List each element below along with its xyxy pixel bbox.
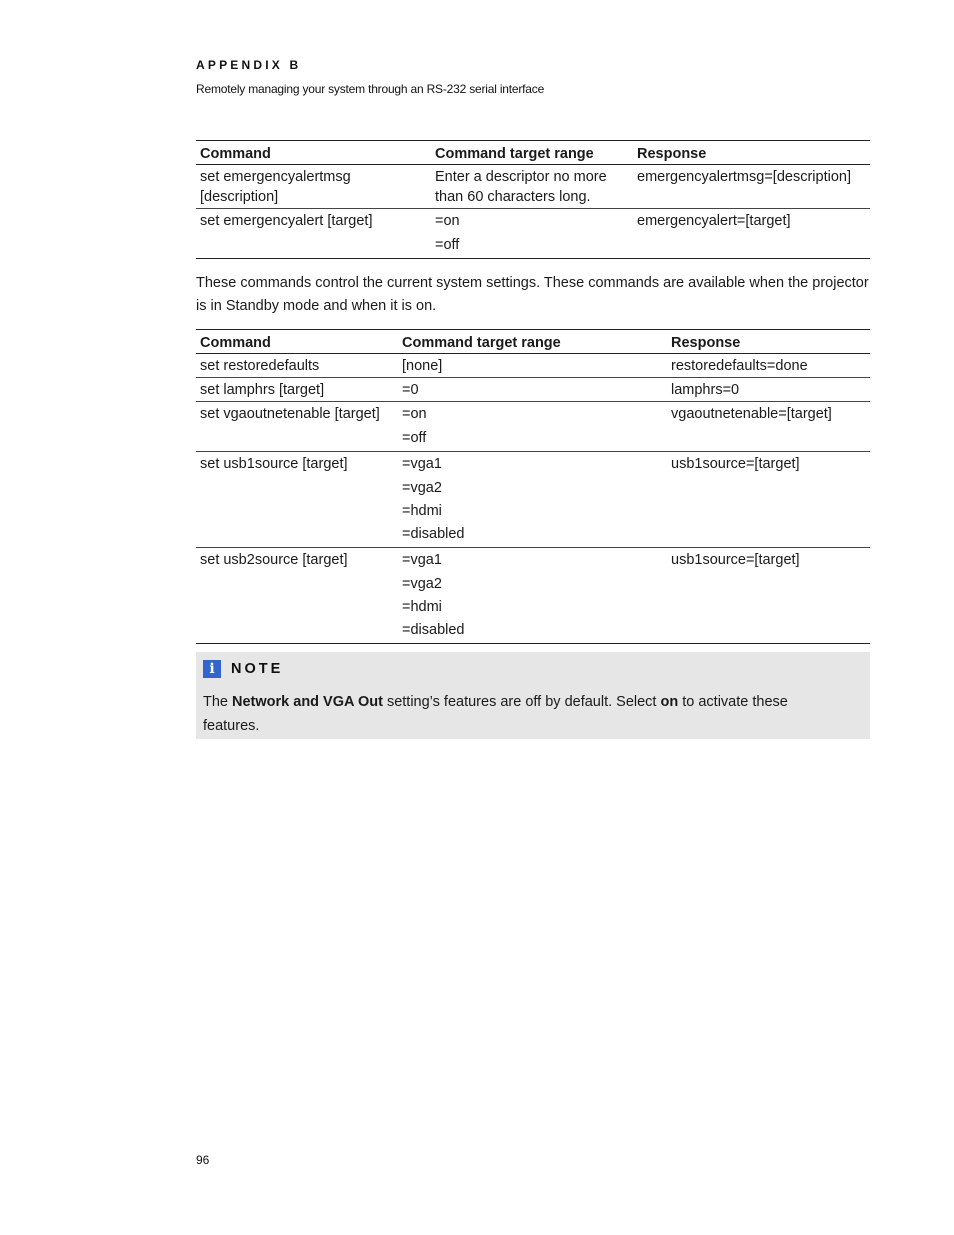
range-value: =disabled bbox=[402, 622, 465, 638]
table-row bbox=[196, 548, 870, 644]
note-header bbox=[203, 660, 283, 678]
table-row bbox=[196, 165, 870, 209]
range-cell bbox=[398, 548, 667, 644]
column-header-response: Response bbox=[667, 330, 870, 354]
range-value: [none] bbox=[402, 358, 443, 374]
command-cell: set emergencyalertmsg [description] bbox=[196, 165, 431, 209]
note-text-part: setting’s features are off by default. Select bbox=[382, 694, 661, 710]
command-cell: set emergencyalert [target] bbox=[196, 209, 431, 259]
response-cell: emergencyalertmsg=[description] bbox=[633, 165, 870, 209]
range-value: =vga1 bbox=[402, 552, 442, 568]
appendix-label: APPENDIX B bbox=[196, 58, 302, 72]
range-cell bbox=[431, 165, 633, 209]
note-emphasis-network-vga-out: Network and VGA Out bbox=[232, 694, 383, 710]
response-cell: lamphrs=0 bbox=[667, 378, 870, 402]
response-cell: emergencyalert=[target] bbox=[633, 209, 870, 259]
range-cell bbox=[398, 354, 667, 378]
command-table-emergency bbox=[196, 140, 870, 259]
range-value: =off bbox=[435, 237, 460, 253]
table-row bbox=[196, 402, 870, 452]
range-value: =0 bbox=[402, 382, 419, 398]
note-emphasis-on: on bbox=[660, 694, 679, 710]
command-table-system-settings bbox=[196, 329, 870, 644]
range-cell bbox=[431, 209, 633, 259]
column-header-response: Response bbox=[633, 141, 870, 165]
column-header-command: Command bbox=[196, 330, 398, 354]
table-header-row bbox=[196, 330, 870, 354]
range-cell bbox=[398, 402, 667, 452]
command-cell: set restoredefaults bbox=[196, 354, 398, 378]
body-paragraph: These commands control the current system settings. These commands are available when the projector is in Standby mode and when it is on. bbox=[196, 275, 869, 314]
response-cell: restoredefaults=done bbox=[667, 354, 870, 378]
column-header-range: Command target range bbox=[398, 330, 667, 354]
command-cell: set lamphrs [target] bbox=[196, 378, 398, 402]
note-title: NOTE bbox=[231, 661, 284, 677]
command-cell: set vgaoutnetenable [target] bbox=[196, 402, 398, 452]
range-value: =hdmi bbox=[402, 599, 442, 615]
range-value: =disabled bbox=[402, 526, 465, 542]
table-row bbox=[196, 209, 870, 259]
range-value: =off bbox=[402, 430, 427, 446]
range-cell bbox=[398, 452, 667, 548]
range-cell bbox=[398, 378, 667, 402]
note-text-part: The bbox=[203, 694, 233, 710]
range-value: =on bbox=[435, 213, 460, 229]
range-value: Enter a descriptor no more than 60 characters long. bbox=[435, 169, 607, 205]
table-row bbox=[196, 378, 870, 402]
note-box bbox=[196, 652, 870, 739]
range-value: =vga1 bbox=[402, 456, 442, 472]
table-row bbox=[196, 354, 870, 378]
range-value: =hdmi bbox=[402, 503, 442, 519]
response-cell: usb1source=[target] bbox=[667, 548, 870, 644]
info-icon: i bbox=[203, 660, 221, 678]
table-row bbox=[196, 452, 870, 548]
note-text-part: to activate these features. bbox=[203, 694, 788, 734]
table-header-row bbox=[196, 141, 870, 165]
page-number: 96 bbox=[196, 1153, 210, 1167]
column-header-range: Command target range bbox=[431, 141, 633, 165]
appendix-subtitle: Remotely managing your system through an RS-232 serial interface bbox=[196, 82, 545, 96]
range-value: =on bbox=[402, 406, 427, 422]
command-cell: set usb2source [target] bbox=[196, 548, 398, 644]
range-value: =vga2 bbox=[402, 480, 442, 496]
column-header-command: Command bbox=[196, 141, 431, 165]
response-cell: usb1source=[target] bbox=[667, 452, 870, 548]
command-cell: set usb1source [target] bbox=[196, 452, 398, 548]
note-text bbox=[203, 690, 843, 738]
response-cell: vgaoutnetenable=[target] bbox=[667, 402, 870, 452]
range-value: =vga2 bbox=[402, 576, 442, 592]
